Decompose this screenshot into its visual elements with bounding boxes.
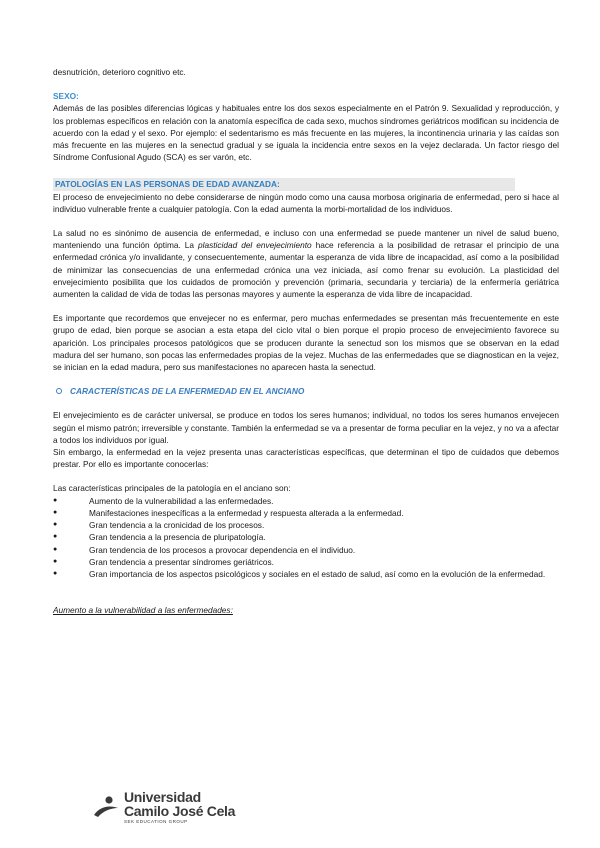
p2-italic-term: plasticidad del envejecimiento bbox=[198, 240, 312, 251]
paragraph-caracteristicas-2: Sin embargo, la enfermedad en la vejez presenta unas características específicas, que determinan el tipo de cuidados que debemos prestar. Por ello es importante conocerlas: bbox=[53, 447, 559, 470]
list-item: ● Aumento de la vulnerabilidad a las enfermedades. bbox=[53, 495, 274, 506]
bullet-icon: ● bbox=[53, 508, 58, 516]
bullet-icon: ● bbox=[53, 521, 58, 529]
university-logo bbox=[92, 790, 235, 825]
characteristics-list bbox=[53, 495, 559, 580]
paragraph-sexo: Además de las posibles diferencias lógicas y habituales entre los dos sexos especialmente en el Patrón 9. Sexualidad y reproducción, y los problemas específicos en relación con la anatomía específica de cada sexo, muchos síndromes geriátricos modifican su incidencia de acuerdo con la edad y el sexo. Por ejemplo: el sedentarismo es más frecuente en las mujeres, la incontinencia urinaria y las caídas son más frecuente en las mujeres en la senectud gradual y se iguala la incidencia entre sexos en la vejez declarada. Un factor riesgo del Síndrome Confusional Agudo (SCA) es ser varón, etc. bbox=[53, 103, 559, 163]
paragraph-patologias-2 bbox=[53, 227, 559, 300]
heading-sexo: SEXO: bbox=[53, 91, 79, 102]
list-item: ● Gran tendencia a presentar síndromes geriátricos. bbox=[53, 556, 274, 567]
paragraph-patologias-3: Es importante que recordemos que envejecer no es enfermar, pero muchas enfermedades se presentan más frecuentemente en este grupo de edad, bien porque se asocian a esta etapa del ciclo vital o bien porque el propio proceso de envejecimiento favorece su aparición. Los principales procesos patológicos que se producen durante la senectud son los mismos que se observan en la edad madura del ser humano, son pocas las enfermedades propias de la vejez. Muchas de las enfermedades que se diagnostican en la vejez, se inician en la edad madura, pero sus manifestaciones no aparecen hasta la senectud. bbox=[53, 313, 559, 373]
list-item: ● Manifestaciones inespecíficas a la enfermedad y respuesta alterada a la enfermedad. bbox=[53, 507, 404, 518]
list-item: ● Gran tendencia a la presencia de pluripatología. bbox=[53, 532, 266, 543]
document-page bbox=[53, 66, 559, 616]
logo-line-3: SEK EDUCATION GROUP bbox=[124, 819, 188, 824]
list-item: ● Gran tendencia a la cronicidad de los procesos. bbox=[53, 520, 265, 531]
logo-line-2: Camilo José Cela bbox=[124, 803, 236, 819]
bullet-icon: ● bbox=[53, 569, 58, 577]
intro-tail: desnutrición, deterioro cognitivo etc. bbox=[53, 67, 186, 77]
logo-figure-icon bbox=[92, 795, 120, 819]
circle-bullet-icon bbox=[56, 388, 62, 394]
bullet-icon: ● bbox=[53, 557, 58, 565]
bullet-icon: ● bbox=[53, 533, 58, 541]
paragraph-caracteristicas-1: El envejecimiento es de carácter universal, se produce en todos los seres humanos; individual, no todos los seres humanos envejecen según el mismo patrón; irreversible y constante. También la enfermedad se va a presentar de forma peculiar en la vejez, y no va a afectar a todos los individuos por igual. bbox=[53, 410, 559, 445]
bullet-icon: ● bbox=[53, 545, 58, 553]
bullet-icon: ● bbox=[53, 496, 58, 504]
list-item: ● Gran importancia de los aspectos psicológicos y sociales en el estado de salud, así como en la evolución de la enfermedad. bbox=[53, 568, 546, 579]
list-intro: Las características principales de la patología en el anciano son: bbox=[53, 483, 291, 494]
list-item: ● Gran tendencia de los procesos a provocar dependencia en el individuo. bbox=[53, 544, 356, 555]
subheading-vulnerabilidad: Aumento a la vulnerabilidad a las enfermedades: bbox=[53, 605, 233, 616]
heading-caracteristicas-text: CARACTERÍSTICAS DE LA ENFERMEDAD EN EL ANCIANO bbox=[70, 386, 305, 397]
p2-text-a: La salud no es sinónimo de ausencia de enfermedad, e incluso con una enfermedad se puede mantener un nivel de salud bueno, manteniendo una función óptima. La bbox=[53, 228, 559, 251]
heading-caracteristicas bbox=[53, 385, 559, 397]
logo-line-1: Universidad bbox=[124, 789, 201, 805]
paragraph-patologias-1: El proceso de envejecimiento no debe considerarse de ningún modo como una causa morbosa originaria de enfermedad, pero si hace al individuo vulnerable frente a cualquier patología. Con la edad aumenta la morbi-mortalidad de los individuos. bbox=[53, 191, 559, 214]
p2-text-b: hace referencia a la posibilidad de retrasar el principio de una enfermedad crónica y/o invalidante, y consecuentemente, aumentar la esperanza de vida libre de incapacidad, así como a la posibilidad de minimizar las consecuencias de una enfermedad crónica una vez iniciada, así como frenar su evolución. La plasticidad del envejecimiento posibilita que los cuidados de promoción y prevención (primaria, secundaria y terciaria) de la enfermería geriátrica aumenten la calidad de vida de todas las personas mayores y aumente la esperanza de vida libre de incapacidad. bbox=[53, 240, 559, 300]
heading-patologias: PATOLOGÍAS EN LAS PERSONAS DE EDAD AVANZADA: bbox=[53, 178, 515, 190]
